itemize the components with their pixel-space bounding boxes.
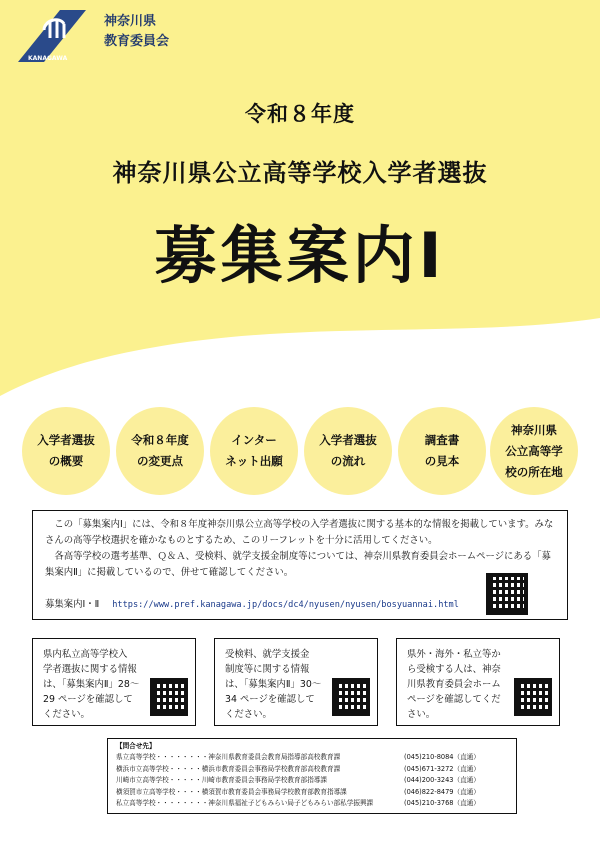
contact-org: 私立高等学校・・・・・・・・神奈川県福祉子どもみらい局子どもみらい部私学振興課 — [116, 799, 374, 808]
contact-phone: (046)822-8479（直通） — [404, 787, 480, 796]
kanagawa-logo — [14, 8, 86, 64]
qr-code-icon[interactable] — [486, 573, 528, 615]
page-title: 募集案内Ⅰ — [154, 219, 446, 292]
topic-selection-flow[interactable]: 入学者選抜 の流れ — [304, 407, 392, 495]
contact-org: 横須賀市立高等学校・・・・横須賀市教育委員会事務局学校教育部教育指導課 — [116, 787, 347, 796]
topic-internet-application[interactable]: インター ネット出願 — [210, 407, 298, 495]
topic-changes[interactable]: 令和８年度 の変更点 — [116, 407, 204, 495]
contact-org: 県立高等学校・・・・・・・・神奈川県教育委員会教育局指導部高校教育課 — [116, 753, 341, 762]
contact-phone: (045)210-8084（直通） — [404, 753, 480, 762]
topic-list — [18, 407, 582, 497]
contact-org: 横浜市立高等学校・・・・・横浜市教育委員会事務局学校教育部高校教育課 — [116, 764, 341, 773]
org-line-1: 神奈川県 — [104, 14, 157, 29]
hero-wave-shape — [0, 0, 600, 396]
contact-row — [116, 764, 508, 775]
fees-support-info-text: 受検料、就学支援金 制度等に関する情報 は、「募集案内Ⅱ」30～ 34 ページを確認して ください。 — [225, 649, 322, 720]
contact-row — [116, 798, 508, 809]
contact-phone: (045)210-3768（直通） — [404, 799, 480, 808]
qr-code-icon[interactable] — [514, 678, 552, 716]
contact-box — [107, 738, 517, 814]
out-of-prefecture-info-text: 県外・海外・私立等か ら受検する人は、神奈 川県教育委員会ホーム ページを確認してくだ さい。 — [407, 649, 501, 720]
org-line-2: 教育委員会 — [104, 34, 170, 49]
contact-org: 川崎市立高等学校・・・・・川崎市教育委員会事務局学校教育部指導課 — [116, 776, 327, 785]
organization-name — [104, 12, 169, 52]
guide-link-row — [45, 597, 459, 613]
intro-paragraph-2: 各高等学校の選考基準、Ｑ＆Ａ、受検料、就学支援金制度等については、神奈川県教育委員会ホームページにある「募集案内Ⅱ」に掲載しているので、併せて確認してください。 — [45, 551, 551, 578]
topic-selection-overview[interactable]: 入学者選抜 の概要 — [22, 407, 110, 495]
contact-row — [116, 752, 508, 763]
guide-link-url[interactable]: https://www.pref.kanagawa.jp/docs/dc4/nyusen/nyusen/bosyuannai.html — [112, 600, 459, 610]
guide-link-label: 募集案内Ⅰ・Ⅱ — [45, 599, 100, 610]
private-school-info-text: 県内私立高等学校入 学者選抜に関する情報 は、「募集案内Ⅱ」28～ 29 ページを確認して ください。 — [43, 649, 140, 720]
contact-phone: (044)200-3243（直通） — [404, 776, 480, 785]
qr-code-icon[interactable] — [332, 678, 370, 716]
exam-name: 神奈川県公立高等学校入学者選抜 — [112, 159, 488, 187]
contact-row — [116, 775, 508, 786]
contact-row — [116, 787, 508, 798]
logo-text: KANAGAWA — [28, 55, 68, 62]
qr-code-icon[interactable] — [150, 678, 188, 716]
topic-report-sample[interactable]: 調査書 の見本 — [398, 407, 486, 495]
topic-school-locations[interactable]: 神奈川県 公立高等学 校の所在地 — [490, 407, 578, 495]
contact-phone: (045)671-3272（直通） — [404, 764, 480, 773]
hero-background — [0, 0, 600, 400]
intro-paragraph-1: この「募集案内Ⅰ」には、令和８年度神奈川県公立高等学校の入学者選抜に関する基本的な情報を掲載しています。みなさんの高等学校選択を確かなものとするため、このリーフレットを十分に活用してください。 — [45, 519, 554, 546]
fiscal-year: 令和８年度 — [245, 102, 355, 126]
contact-header: 【問合せ先】 — [116, 742, 156, 750]
